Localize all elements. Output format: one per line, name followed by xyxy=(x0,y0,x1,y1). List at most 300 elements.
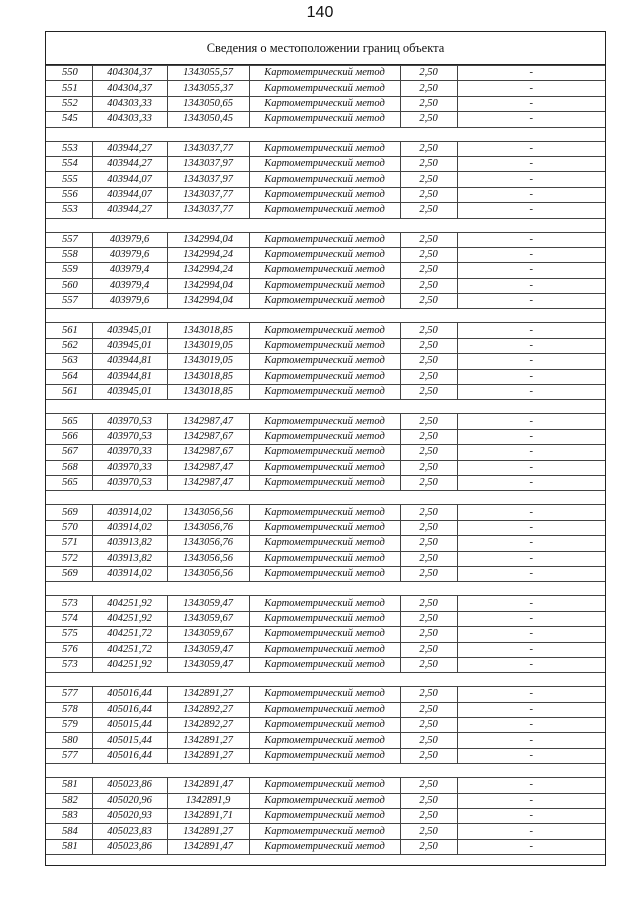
y-coordinate-cell: 1343055,57 xyxy=(167,66,249,81)
method-cell: Картометрический метод xyxy=(249,354,400,369)
description-cell: - xyxy=(457,156,605,171)
accuracy-cell: 2,50 xyxy=(400,536,457,551)
x-coordinate-cell: 405016,44 xyxy=(92,748,167,763)
table-row xyxy=(46,156,605,171)
x-coordinate-cell: 404251,92 xyxy=(92,596,167,611)
accuracy-cell: 2,50 xyxy=(400,460,457,475)
description-cell: - xyxy=(457,294,605,309)
separator-cell xyxy=(46,309,605,323)
y-coordinate-cell: 1342891,27 xyxy=(167,824,249,839)
table-row xyxy=(46,81,605,96)
y-coordinate-cell: 1343056,56 xyxy=(167,566,249,581)
point-number-cell: 553 xyxy=(46,203,92,218)
description-cell: - xyxy=(457,839,605,854)
method-cell: Картометрический метод xyxy=(249,429,400,444)
method-cell: Картометрический метод xyxy=(249,385,400,400)
point-number-cell: 573 xyxy=(46,596,92,611)
table-row xyxy=(46,354,605,369)
x-coordinate-cell: 403913,82 xyxy=(92,551,167,566)
y-coordinate-cell: 1343037,97 xyxy=(167,172,249,187)
table-row xyxy=(46,429,605,444)
method-cell: Картометрический метод xyxy=(249,733,400,748)
description-cell: - xyxy=(457,657,605,672)
table-row xyxy=(46,702,605,717)
description-cell: - xyxy=(457,627,605,642)
method-cell: Картометрический метод xyxy=(249,112,400,127)
point-number-cell: 554 xyxy=(46,156,92,171)
x-coordinate-cell: 403979,6 xyxy=(92,247,167,262)
table-row xyxy=(46,566,605,581)
point-number-cell: 570 xyxy=(46,520,92,535)
method-cell: Картометрический метод xyxy=(249,551,400,566)
point-number-cell: 562 xyxy=(46,338,92,353)
method-cell: Картометрический метод xyxy=(249,460,400,475)
method-cell: Картометрический метод xyxy=(249,627,400,642)
separator-cell xyxy=(46,582,605,596)
separator-cell xyxy=(46,491,605,505)
y-coordinate-cell: 1342891,27 xyxy=(167,733,249,748)
point-number-cell: 564 xyxy=(46,369,92,384)
x-coordinate-cell: 403979,6 xyxy=(92,232,167,247)
point-number-cell: 584 xyxy=(46,824,92,839)
accuracy-cell: 2,50 xyxy=(400,733,457,748)
method-cell: Картометрический метод xyxy=(249,475,400,490)
x-coordinate-cell: 405023,86 xyxy=(92,839,167,854)
method-cell: Картометрический метод xyxy=(249,445,400,460)
method-cell: Картометрический метод xyxy=(249,839,400,854)
description-cell: - xyxy=(457,733,605,748)
x-coordinate-cell: 404304,37 xyxy=(92,66,167,81)
x-coordinate-cell: 403944,27 xyxy=(92,141,167,156)
method-cell: Картометрический метод xyxy=(249,702,400,717)
y-coordinate-cell: 1342994,04 xyxy=(167,278,249,293)
y-coordinate-cell: 1342994,04 xyxy=(167,232,249,247)
method-cell: Картометрический метод xyxy=(249,369,400,384)
point-number-cell: 557 xyxy=(46,294,92,309)
method-cell: Картометрический метод xyxy=(249,96,400,111)
table-row xyxy=(46,294,605,309)
point-number-cell: 558 xyxy=(46,247,92,262)
point-number-cell: 576 xyxy=(46,642,92,657)
method-cell: Картометрический метод xyxy=(249,323,400,338)
point-number-cell: 551 xyxy=(46,81,92,96)
x-coordinate-cell: 403945,01 xyxy=(92,385,167,400)
y-coordinate-cell: 1342987,47 xyxy=(167,460,249,475)
description-cell: - xyxy=(457,687,605,702)
method-cell: Картометрический метод xyxy=(249,81,400,96)
accuracy-cell: 2,50 xyxy=(400,414,457,429)
method-cell: Картометрический метод xyxy=(249,657,400,672)
method-cell: Картометрический метод xyxy=(249,141,400,156)
method-cell: Картометрический метод xyxy=(249,505,400,520)
accuracy-cell: 2,50 xyxy=(400,718,457,733)
y-coordinate-cell: 1343018,85 xyxy=(167,385,249,400)
table-row xyxy=(46,687,605,702)
x-coordinate-cell: 403944,81 xyxy=(92,369,167,384)
description-cell: - xyxy=(457,566,605,581)
table-row xyxy=(46,748,605,763)
method-cell: Картометрический метод xyxy=(249,809,400,824)
description-cell: - xyxy=(457,81,605,96)
method-cell: Картометрический метод xyxy=(249,278,400,293)
table-row xyxy=(46,232,605,247)
y-coordinate-cell: 1342987,67 xyxy=(167,429,249,444)
table-row xyxy=(46,203,605,218)
table-row xyxy=(46,247,605,262)
x-coordinate-cell: 403913,82 xyxy=(92,536,167,551)
y-coordinate-cell: 1343050,45 xyxy=(167,112,249,127)
x-coordinate-cell: 403944,81 xyxy=(92,354,167,369)
x-coordinate-cell: 403944,27 xyxy=(92,203,167,218)
point-number-cell: 582 xyxy=(46,793,92,808)
y-coordinate-cell: 1343037,77 xyxy=(167,141,249,156)
accuracy-cell: 2,50 xyxy=(400,203,457,218)
method-cell: Картометрический метод xyxy=(249,66,400,81)
group-separator-row xyxy=(46,400,605,414)
accuracy-cell: 2,50 xyxy=(400,778,457,793)
x-coordinate-cell: 404251,92 xyxy=(92,657,167,672)
accuracy-cell: 2,50 xyxy=(400,172,457,187)
y-coordinate-cell: 1342891,71 xyxy=(167,809,249,824)
point-number-cell: 553 xyxy=(46,141,92,156)
point-number-cell: 569 xyxy=(46,566,92,581)
point-number-cell: 574 xyxy=(46,611,92,626)
x-coordinate-cell: 405020,93 xyxy=(92,809,167,824)
description-cell: - xyxy=(457,369,605,384)
accuracy-cell: 2,50 xyxy=(400,748,457,763)
method-cell: Картометрический метод xyxy=(249,687,400,702)
accuracy-cell: 2,50 xyxy=(400,642,457,657)
method-cell: Картометрический метод xyxy=(249,247,400,262)
description-cell: - xyxy=(457,793,605,808)
accuracy-cell: 2,50 xyxy=(400,566,457,581)
page-number: 140 xyxy=(306,4,334,21)
point-number-cell: 579 xyxy=(46,718,92,733)
y-coordinate-cell: 1342994,24 xyxy=(167,247,249,262)
y-coordinate-cell: 1343018,85 xyxy=(167,323,249,338)
y-coordinate-cell: 1342891,9 xyxy=(167,793,249,808)
y-coordinate-cell: 1342891,47 xyxy=(167,778,249,793)
x-coordinate-cell: 403945,01 xyxy=(92,323,167,338)
table-header: Сведения о местоположении границ объекта xyxy=(46,32,605,65)
description-cell: - xyxy=(457,611,605,626)
point-number-cell: 577 xyxy=(46,687,92,702)
table-row xyxy=(46,414,605,429)
accuracy-cell: 2,50 xyxy=(400,338,457,353)
accuracy-cell: 2,50 xyxy=(400,627,457,642)
x-coordinate-cell: 405015,44 xyxy=(92,718,167,733)
accuracy-cell: 2,50 xyxy=(400,520,457,535)
method-cell: Картометрический метод xyxy=(249,596,400,611)
description-cell: - xyxy=(457,778,605,793)
accuracy-cell: 2,50 xyxy=(400,824,457,839)
y-coordinate-cell: 1343059,47 xyxy=(167,657,249,672)
description-cell: - xyxy=(457,354,605,369)
description-cell: - xyxy=(457,718,605,733)
x-coordinate-cell: 404251,72 xyxy=(92,642,167,657)
y-coordinate-cell: 1342987,47 xyxy=(167,475,249,490)
method-cell: Картометрический метод xyxy=(249,294,400,309)
group-separator-row xyxy=(46,764,605,778)
description-cell: - xyxy=(457,460,605,475)
point-number-cell: 575 xyxy=(46,627,92,642)
accuracy-cell: 2,50 xyxy=(400,187,457,202)
accuracy-cell: 2,50 xyxy=(400,596,457,611)
coordinates-table xyxy=(46,65,605,855)
description-cell: - xyxy=(457,505,605,520)
point-number-cell: 581 xyxy=(46,778,92,793)
table-row xyxy=(46,778,605,793)
method-cell: Картометрический метод xyxy=(249,778,400,793)
description-cell: - xyxy=(457,385,605,400)
x-coordinate-cell: 403970,33 xyxy=(92,445,167,460)
method-cell: Картометрический метод xyxy=(249,203,400,218)
method-cell: Картометрический метод xyxy=(249,824,400,839)
accuracy-cell: 2,50 xyxy=(400,263,457,278)
y-coordinate-cell: 1342891,47 xyxy=(167,839,249,854)
method-cell: Картометрический метод xyxy=(249,520,400,535)
accuracy-cell: 2,50 xyxy=(400,247,457,262)
group-separator-row xyxy=(46,582,605,596)
table-row xyxy=(46,642,605,657)
point-number-cell: 571 xyxy=(46,536,92,551)
accuracy-cell: 2,50 xyxy=(400,475,457,490)
accuracy-cell: 2,50 xyxy=(400,323,457,338)
y-coordinate-cell: 1342891,27 xyxy=(167,687,249,702)
accuracy-cell: 2,50 xyxy=(400,66,457,81)
description-cell: - xyxy=(457,596,605,611)
description-cell: - xyxy=(457,809,605,824)
table-row xyxy=(46,187,605,202)
x-coordinate-cell: 405023,83 xyxy=(92,824,167,839)
accuracy-cell: 2,50 xyxy=(400,354,457,369)
method-cell: Картометрический метод xyxy=(249,187,400,202)
accuracy-cell: 2,50 xyxy=(400,702,457,717)
point-number-cell: 578 xyxy=(46,702,92,717)
description-cell: - xyxy=(457,520,605,535)
x-coordinate-cell: 404251,72 xyxy=(92,627,167,642)
accuracy-cell: 2,50 xyxy=(400,505,457,520)
x-coordinate-cell: 403970,53 xyxy=(92,429,167,444)
x-coordinate-cell: 405023,86 xyxy=(92,778,167,793)
x-coordinate-cell: 403970,33 xyxy=(92,460,167,475)
y-coordinate-cell: 1343018,85 xyxy=(167,369,249,384)
description-cell: - xyxy=(457,445,605,460)
x-coordinate-cell: 403979,6 xyxy=(92,294,167,309)
description-cell: - xyxy=(457,232,605,247)
accuracy-cell: 2,50 xyxy=(400,445,457,460)
x-coordinate-cell: 403979,4 xyxy=(92,278,167,293)
method-cell: Картометрический метод xyxy=(249,156,400,171)
point-number-cell: 581 xyxy=(46,839,92,854)
table-row xyxy=(46,536,605,551)
accuracy-cell: 2,50 xyxy=(400,369,457,384)
description-cell: - xyxy=(457,203,605,218)
separator-cell xyxy=(46,764,605,778)
description-cell: - xyxy=(457,263,605,278)
x-coordinate-cell: 404303,33 xyxy=(92,96,167,111)
method-cell: Картометрический метод xyxy=(249,793,400,808)
point-number-cell: 552 xyxy=(46,96,92,111)
x-coordinate-cell: 405016,44 xyxy=(92,702,167,717)
group-separator-row xyxy=(46,491,605,505)
table-row xyxy=(46,66,605,81)
description-cell: - xyxy=(457,642,605,657)
x-coordinate-cell: 403970,53 xyxy=(92,475,167,490)
description-cell: - xyxy=(457,824,605,839)
accuracy-cell: 2,50 xyxy=(400,112,457,127)
table-row xyxy=(46,112,605,127)
accuracy-cell: 2,50 xyxy=(400,429,457,444)
accuracy-cell: 2,50 xyxy=(400,81,457,96)
point-number-cell: 550 xyxy=(46,66,92,81)
x-coordinate-cell: 403944,07 xyxy=(92,172,167,187)
table-row xyxy=(46,611,605,626)
table-row xyxy=(46,657,605,672)
method-cell: Картометрический метод xyxy=(249,611,400,626)
separator-cell xyxy=(46,400,605,414)
point-number-cell: 557 xyxy=(46,232,92,247)
table-row xyxy=(46,839,605,854)
x-coordinate-cell: 404251,92 xyxy=(92,611,167,626)
accuracy-cell: 2,50 xyxy=(400,839,457,854)
accuracy-cell: 2,50 xyxy=(400,385,457,400)
description-cell: - xyxy=(457,475,605,490)
method-cell: Картометрический метод xyxy=(249,748,400,763)
table-row xyxy=(46,627,605,642)
separator-cell xyxy=(46,218,605,232)
x-coordinate-cell: 404303,33 xyxy=(92,112,167,127)
point-number-cell: 545 xyxy=(46,112,92,127)
y-coordinate-cell: 1343019,05 xyxy=(167,338,249,353)
y-coordinate-cell: 1343059,47 xyxy=(167,596,249,611)
description-cell: - xyxy=(457,66,605,81)
x-coordinate-cell: 404304,37 xyxy=(92,81,167,96)
y-coordinate-cell: 1343056,56 xyxy=(167,505,249,520)
point-number-cell: 565 xyxy=(46,475,92,490)
table-row xyxy=(46,96,605,111)
description-cell: - xyxy=(457,323,605,338)
y-coordinate-cell: 1342891,27 xyxy=(167,748,249,763)
point-number-cell: 560 xyxy=(46,278,92,293)
table-row xyxy=(46,733,605,748)
table-row xyxy=(46,505,605,520)
description-cell: - xyxy=(457,172,605,187)
method-cell: Картометрический метод xyxy=(249,642,400,657)
y-coordinate-cell: 1343059,67 xyxy=(167,611,249,626)
table-row xyxy=(46,323,605,338)
accuracy-cell: 2,50 xyxy=(400,687,457,702)
group-separator-row xyxy=(46,673,605,687)
description-cell: - xyxy=(457,536,605,551)
table-row xyxy=(46,141,605,156)
y-coordinate-cell: 1342987,67 xyxy=(167,445,249,460)
accuracy-cell: 2,50 xyxy=(400,611,457,626)
y-coordinate-cell: 1343056,76 xyxy=(167,536,249,551)
table-row xyxy=(46,596,605,611)
table-row xyxy=(46,460,605,475)
table-row xyxy=(46,718,605,733)
table-row xyxy=(46,445,605,460)
description-cell: - xyxy=(457,187,605,202)
table-row xyxy=(46,263,605,278)
method-cell: Картометрический метод xyxy=(249,232,400,247)
point-number-cell: 567 xyxy=(46,445,92,460)
x-coordinate-cell: 403970,53 xyxy=(92,414,167,429)
point-number-cell: 583 xyxy=(46,809,92,824)
table-row xyxy=(46,385,605,400)
x-coordinate-cell: 405015,44 xyxy=(92,733,167,748)
accuracy-cell: 2,50 xyxy=(400,232,457,247)
accuracy-cell: 2,50 xyxy=(400,156,457,171)
point-number-cell: 573 xyxy=(46,657,92,672)
description-cell: - xyxy=(457,112,605,127)
x-coordinate-cell: 405020,96 xyxy=(92,793,167,808)
table-row xyxy=(46,475,605,490)
description-cell: - xyxy=(457,429,605,444)
point-number-cell: 559 xyxy=(46,263,92,278)
point-number-cell: 565 xyxy=(46,414,92,429)
x-coordinate-cell: 403944,27 xyxy=(92,156,167,171)
y-coordinate-cell: 1343056,76 xyxy=(167,520,249,535)
description-cell: - xyxy=(457,702,605,717)
point-number-cell: 555 xyxy=(46,172,92,187)
group-separator-row xyxy=(46,218,605,232)
point-number-cell: 561 xyxy=(46,385,92,400)
y-coordinate-cell: 1342994,04 xyxy=(167,294,249,309)
y-coordinate-cell: 1343059,67 xyxy=(167,627,249,642)
point-number-cell: 568 xyxy=(46,460,92,475)
y-coordinate-cell: 1343050,65 xyxy=(167,96,249,111)
description-cell: - xyxy=(457,278,605,293)
method-cell: Картометрический метод xyxy=(249,263,400,278)
point-number-cell: 580 xyxy=(46,733,92,748)
table-row xyxy=(46,824,605,839)
table-row xyxy=(46,551,605,566)
method-cell: Картометрический метод xyxy=(249,414,400,429)
x-coordinate-cell: 403944,07 xyxy=(92,187,167,202)
table-row xyxy=(46,520,605,535)
method-cell: Картометрический метод xyxy=(249,566,400,581)
y-coordinate-cell: 1342987,47 xyxy=(167,414,249,429)
table-row xyxy=(46,172,605,187)
accuracy-cell: 2,50 xyxy=(400,551,457,566)
method-cell: Картометрический метод xyxy=(249,338,400,353)
description-cell: - xyxy=(457,247,605,262)
point-number-cell: 561 xyxy=(46,323,92,338)
accuracy-cell: 2,50 xyxy=(400,657,457,672)
table-row xyxy=(46,793,605,808)
accuracy-cell: 2,50 xyxy=(400,809,457,824)
point-number-cell: 569 xyxy=(46,505,92,520)
method-cell: Картометрический метод xyxy=(249,536,400,551)
x-coordinate-cell: 403914,02 xyxy=(92,520,167,535)
y-coordinate-cell: 1342892,27 xyxy=(167,702,249,717)
y-coordinate-cell: 1343055,37 xyxy=(167,81,249,96)
y-coordinate-cell: 1343059,47 xyxy=(167,642,249,657)
table-row xyxy=(46,338,605,353)
boundary-table-frame xyxy=(45,31,606,866)
accuracy-cell: 2,50 xyxy=(400,278,457,293)
y-coordinate-cell: 1342994,24 xyxy=(167,263,249,278)
x-coordinate-cell: 403979,4 xyxy=(92,263,167,278)
point-number-cell: 563 xyxy=(46,354,92,369)
description-cell: - xyxy=(457,338,605,353)
method-cell: Картометрический метод xyxy=(249,172,400,187)
separator-cell xyxy=(46,673,605,687)
table-row xyxy=(46,809,605,824)
accuracy-cell: 2,50 xyxy=(400,294,457,309)
